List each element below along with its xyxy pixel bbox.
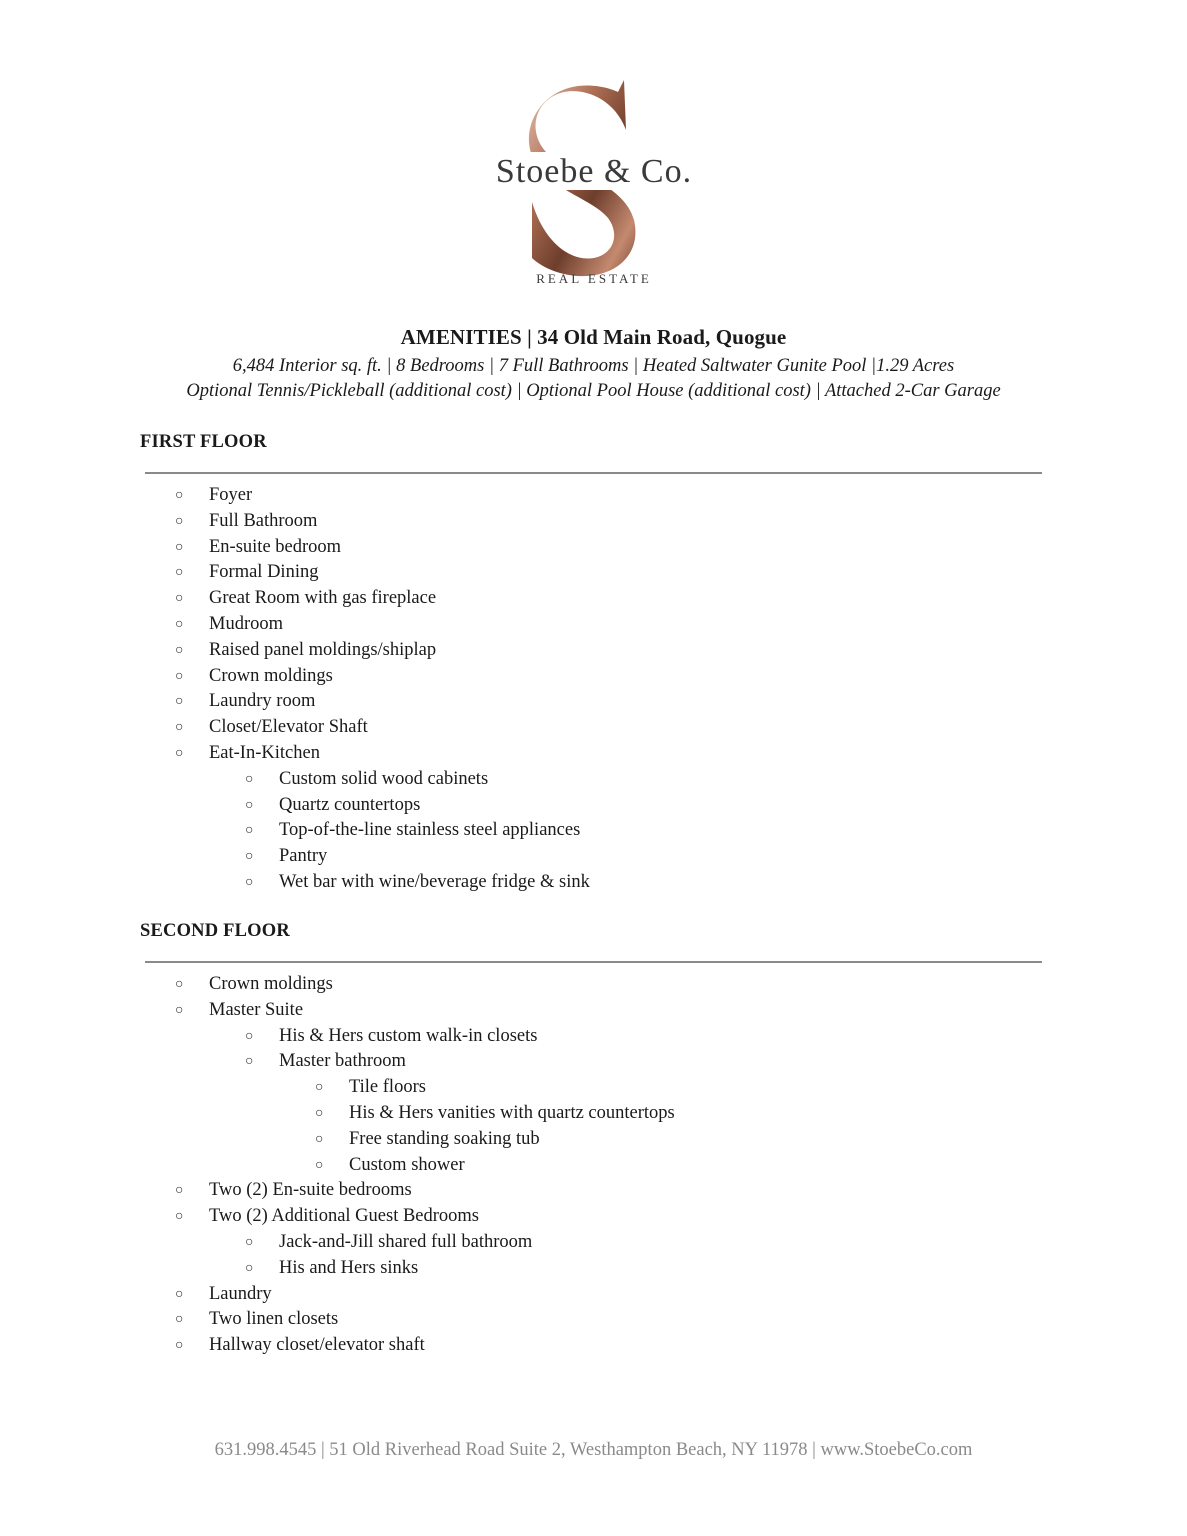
list-item-text: Custom shower	[349, 1154, 465, 1175]
property-summary-line-2: Optional Tennis/Pickleball (additional cost) | Optional Pool House (additional cost) | Attached 2-Car Garage	[186, 381, 1001, 401]
bullet-icon: ○	[175, 513, 184, 529]
bullet-icon: ○	[175, 1209, 184, 1225]
bullet-icon: ○	[245, 1234, 254, 1250]
bullet-icon: ○	[175, 1338, 184, 1354]
second-floor-heading: SECOND FLOOR	[140, 921, 290, 941]
list-item-text: Crown moldings	[209, 974, 333, 994]
bullet-icon: ○	[175, 488, 184, 503]
bullet-icon: ○	[245, 797, 254, 813]
bullet-icon: ○	[175, 1286, 184, 1302]
bullet-icon: ○	[175, 1312, 184, 1328]
list-item-text: Foyer	[209, 485, 253, 505]
bullet-icon: ○	[245, 874, 254, 890]
bullet-icon: ○	[315, 1131, 324, 1147]
bullet-icon: ○	[175, 539, 184, 555]
property-summary-line-1: 6,484 Interior sq. ft. | 8 Bedrooms | 7 Full Bathrooms | Heated Saltwater Gunite Pool |1.29 Acres	[232, 356, 955, 376]
list-item-text: Laundry room	[209, 691, 316, 712]
bullet-icon: ○	[175, 591, 184, 607]
list-item-text: Two (2) Additional Guest Bedrooms	[209, 1206, 480, 1227]
bullet-icon: ○	[175, 616, 184, 632]
list-item-text: Top-of-the-line stainless steel appliances	[279, 820, 581, 841]
bullet-icon: ○	[175, 720, 184, 736]
section-divider	[145, 472, 1042, 474]
bullet-icon: ○	[245, 823, 254, 839]
bullet-icon: ○	[245, 849, 254, 865]
bullet-icon: ○	[175, 668, 184, 684]
document-title: AMENITIES | 34 Old Main Road, Quogue	[400, 325, 787, 349]
bullet-icon: ○	[245, 1054, 254, 1070]
list-item-text: Full Bathroom	[209, 510, 318, 531]
list-item-text: Wet bar with wine/beverage fridge & sink	[279, 871, 590, 892]
list-item-text: His & Hers vanities with quartz countertops	[349, 1102, 675, 1123]
list-item-text: Two linen closets	[209, 1309, 339, 1330]
list-item-text: En-suite bedroom	[209, 536, 342, 557]
list-item-text: Custom solid wood cabinets	[279, 768, 489, 789]
list-item-text: Eat-In-Kitchen	[209, 742, 320, 763]
bullet-icon: ○	[245, 1028, 254, 1044]
list-item-text: Hallway closet/elevator shaft	[209, 1335, 425, 1356]
list-item-text: Raised panel moldings/shiplap	[209, 639, 437, 660]
list-item-text: Closet/Elevator Shaft	[209, 717, 368, 738]
bullet-icon: ○	[175, 977, 184, 992]
list-item-text: Two (2) En-suite bedrooms	[209, 1180, 412, 1201]
logo-tagline: REAL ESTATE	[535, 271, 652, 286]
bullet-icon: ○	[175, 565, 184, 581]
bullet-icon: ○	[175, 745, 184, 761]
list-item-text: Great Room with gas fireplace	[209, 588, 437, 609]
list-item-text: Quartz countertops	[279, 794, 421, 815]
list-item-text: Mudroom	[209, 613, 283, 634]
list-item-text: Pantry	[279, 846, 328, 867]
bullet-icon: ○	[175, 1183, 184, 1199]
list-item-text: Formal Dining	[209, 562, 319, 583]
bullet-icon: ○	[175, 694, 184, 710]
list-item-text: Laundry	[209, 1283, 272, 1304]
bullet-icon: ○	[315, 1080, 324, 1096]
list-item-text: Tile floors	[349, 1077, 426, 1098]
list-item-text: Master bathroom	[279, 1051, 406, 1072]
stoebe-logo-mark	[474, 70, 714, 290]
list-item-text: Jack-and-Jill shared full bathroom	[279, 1231, 533, 1252]
company-logo	[0, 70, 1187, 290]
list-item-text: Free standing soaking tub	[349, 1128, 540, 1149]
bullet-icon: ○	[315, 1105, 324, 1121]
logo-wordmark: Stoebe & Co.	[495, 153, 692, 190]
list-item-text: Master Suite	[209, 999, 304, 1020]
list-item-text: Crown moldings	[209, 665, 333, 686]
bullet-icon: ○	[245, 1260, 254, 1276]
list-item-text: His & Hers custom walk-in closets	[279, 1025, 538, 1046]
list-item-text: His and Hers sinks	[279, 1257, 419, 1278]
bullet-icon: ○	[315, 1157, 324, 1173]
first-floor-heading: FIRST FLOOR	[140, 432, 267, 452]
section-divider	[145, 961, 1042, 963]
bullet-icon: ○	[175, 642, 184, 658]
bullet-icon: ○	[245, 771, 254, 787]
bullet-icon: ○	[175, 1002, 184, 1018]
contact-footer: 631.998.4545 | 51 Old Riverhead Road Suite 2, Westhampton Beach, NY 11978 | www.StoebeCo.com	[214, 1440, 973, 1460]
